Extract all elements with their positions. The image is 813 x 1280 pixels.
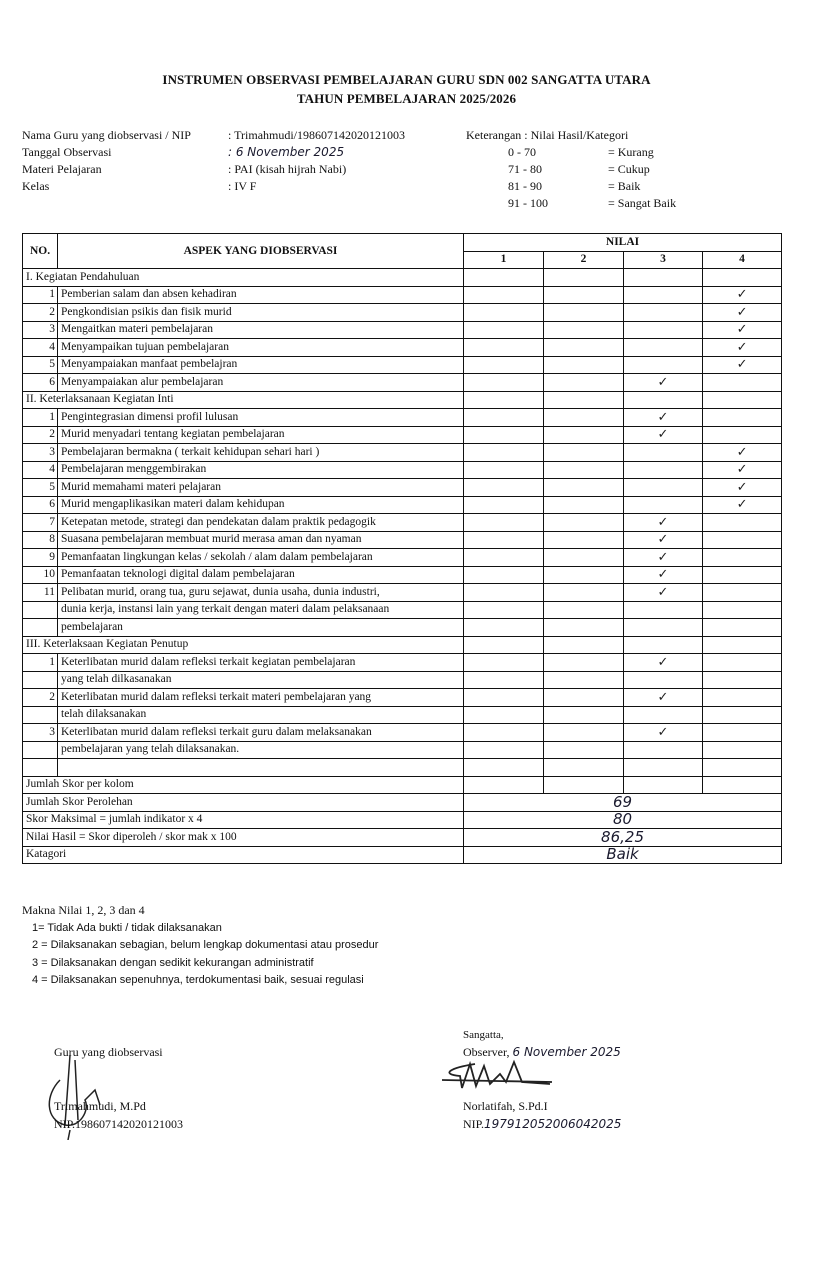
score-cell-3: [624, 304, 703, 322]
score-cell-2: [544, 566, 624, 584]
item-number: 1: [23, 654, 58, 672]
info-label-materi: Materi Pelajaran: [22, 162, 102, 176]
section-row: [23, 269, 782, 287]
score-cell-3: [624, 654, 703, 672]
document-title: INSTRUMEN OBSERVASI PEMBELAJARAN GURU SDN 002 SANGATTA UTARA: [162, 72, 651, 87]
check-mark-icon: ✓: [657, 549, 669, 565]
score-cell-4: [703, 339, 782, 357]
item-text: Pelibatan murid, orang tua, guru sejawat, dunia usaha, dunia industri,: [58, 584, 464, 602]
score-cell-3: [624, 374, 703, 392]
info-value-guru: : Trimahmudi/198607142020121003: [228, 128, 406, 142]
score-cell-4: [703, 654, 782, 672]
score-cell-1: [464, 584, 544, 602]
info-values: [228, 127, 405, 195]
table-row: [23, 724, 782, 742]
range-value: 71 - 80: [508, 162, 542, 176]
observer-label: Observer,: [463, 1045, 510, 1059]
item-number: [23, 619, 58, 637]
score-cell-2: [544, 479, 624, 497]
section-row: [23, 391, 782, 409]
item-number: 6: [23, 374, 58, 392]
observer-signature: [440, 1058, 560, 1092]
score-cell-1: [464, 391, 544, 409]
table-row: [23, 321, 782, 339]
item-text: Menyampaiakan alur pembelajaran: [58, 374, 464, 392]
score-cell-4: [703, 269, 782, 287]
score-cell-1: [464, 374, 544, 392]
score-cell-3: [624, 409, 703, 427]
score-cell-1: [464, 356, 544, 374]
observer-nip: 197912052006042025: [484, 1117, 622, 1131]
nip-prefix: NIP.: [463, 1117, 485, 1131]
range-category: = Cukup: [608, 162, 650, 176]
check-mark-icon: ✓: [736, 322, 748, 338]
score-cell-1: [464, 776, 544, 794]
check-mark-icon: ✓: [657, 427, 669, 443]
check-mark-icon: ✓: [657, 654, 669, 670]
table-row: [23, 671, 782, 689]
check-mark-icon: ✓: [736, 357, 748, 373]
score-cell-1: [464, 759, 544, 777]
header-score-2: 2: [544, 251, 624, 269]
score-cell-4: [703, 444, 782, 462]
item-number: [23, 601, 58, 619]
legend-item: 1= Tidak Ada bukti / tidak dilaksanakan: [32, 921, 222, 934]
table-header-row: [23, 234, 782, 252]
score-cell-4: [703, 479, 782, 497]
score-cell-3: [624, 321, 703, 339]
item-text: Suasana pembelajaran membuat murid merasa aman dan nyaman: [58, 531, 464, 549]
score-cell-3: [624, 601, 703, 619]
check-mark-icon: ✓: [657, 567, 669, 583]
summary-row: [23, 846, 782, 864]
score-cell-4: [703, 496, 782, 514]
score-cell-1: [464, 601, 544, 619]
score-cell-3: [624, 269, 703, 287]
summary-row: [23, 811, 782, 829]
check-mark-icon: ✓: [657, 689, 669, 705]
info-label-tanggal: Tanggal Observasi: [22, 145, 112, 159]
score-cell-3: [624, 741, 703, 759]
observer-date: 6 November 2025: [512, 1045, 621, 1059]
score-cell-1: [464, 671, 544, 689]
score-cell-1: [464, 514, 544, 532]
table-row: [23, 339, 782, 357]
score-cell-1: [464, 566, 544, 584]
score-cell-3: [624, 461, 703, 479]
score-legend: [22, 902, 378, 990]
summary-value: 69: [464, 794, 782, 812]
item-number: 4: [23, 339, 58, 357]
right-signature-name: Norlatifah, S.Pd.I: [463, 1099, 548, 1113]
score-cell-2: [544, 444, 624, 462]
score-cell-2: [544, 426, 624, 444]
item-number: 5: [23, 479, 58, 497]
item-text: Pemanfaatan teknologi digital dalam pembelajaran: [58, 566, 464, 584]
table-row: [23, 444, 782, 462]
table-row: [23, 741, 782, 759]
summary-value: 86,25: [464, 829, 782, 847]
header-aspek: ASPEK YANG DIOBSERVASI: [58, 234, 464, 269]
item-number: 1: [23, 286, 58, 304]
score-cell-3: [624, 496, 703, 514]
score-cell-1: [464, 269, 544, 287]
score-cell-3: [624, 479, 703, 497]
header-no: NO.: [23, 234, 58, 269]
score-cell-4: [703, 286, 782, 304]
check-mark-icon: ✓: [736, 304, 748, 320]
score-cell-2: [544, 496, 624, 514]
summary-row: [23, 829, 782, 847]
score-cell-2: [544, 654, 624, 672]
left-signature-name: Trimahmudi, M.Pd: [54, 1099, 146, 1113]
info-label-guru: Nama Guru yang diobservasi / NIP: [22, 128, 191, 142]
score-cell-3: [624, 759, 703, 777]
score-cell-3: [624, 671, 703, 689]
item-text: Keterlibatan murid dalam refleksi terkait materi pembelajaran yang: [58, 689, 464, 707]
range-value: 91 - 100: [508, 196, 548, 210]
item-number: 1: [23, 409, 58, 427]
summary-label: Katagori: [23, 846, 464, 864]
legend-item: 4 = Dilaksanakan sepenuhnya, terdokumentasi baik, sesuai regulasi: [32, 974, 364, 986]
check-mark-icon: ✓: [657, 532, 669, 548]
score-cell-4: [703, 741, 782, 759]
score-cell-3: [624, 444, 703, 462]
item-number: 3: [23, 444, 58, 462]
summary-label: Jumlah Skor Perolehan: [23, 794, 464, 812]
item-number: 5: [23, 356, 58, 374]
score-cell-3: [624, 514, 703, 532]
section-title: I. Kegiatan Pendahuluan: [23, 269, 464, 287]
item-number: [23, 759, 58, 777]
table-row: [23, 286, 782, 304]
item-text: pembelajaran yang telah dilaksanakan.: [58, 741, 464, 759]
keterangan-row: [466, 144, 676, 161]
range-category: = Sangat Baik: [608, 196, 677, 210]
table-row: [23, 619, 782, 637]
score-cell-2: [544, 584, 624, 602]
table-row: [23, 759, 782, 777]
item-number: 9: [23, 549, 58, 567]
item-text: yang telah dilkasanakan: [58, 671, 464, 689]
table-row: [23, 584, 782, 602]
keterangan: [466, 127, 676, 212]
score-cell-1: [464, 549, 544, 567]
item-number: 7: [23, 514, 58, 532]
score-cell-3: [624, 584, 703, 602]
item-text: Pemberian salam dan absen kehadiran: [58, 286, 464, 304]
score-cell-2: [544, 671, 624, 689]
keterangan-title: Keterangan : Nilai Hasil/Kategori: [466, 128, 629, 142]
table-row: [23, 706, 782, 724]
right-signature-place: Sangatta,: [463, 1029, 504, 1041]
score-cell-1: [464, 479, 544, 497]
observation-table: [22, 233, 782, 864]
item-text: Pengkondisian psikis dan fisik murid: [58, 304, 464, 322]
item-text: Pembelajaran menggembirakan: [58, 461, 464, 479]
score-cell-2: [544, 706, 624, 724]
score-cell-2: [544, 356, 624, 374]
check-mark-icon: ✓: [657, 409, 669, 425]
score-cell-1: [464, 741, 544, 759]
score-cell-1: [464, 496, 544, 514]
score-cell-4: [703, 636, 782, 654]
check-mark-icon: ✓: [736, 479, 748, 495]
item-number: 11: [23, 584, 58, 602]
score-cell-4: [703, 461, 782, 479]
score-cell-2: [544, 549, 624, 567]
item-text: pembelajaran: [58, 619, 464, 637]
item-text: Murid memahami materi pelajaran: [58, 479, 464, 497]
score-cell-3: [624, 356, 703, 374]
item-number: 3: [23, 724, 58, 742]
score-cell-4: [703, 601, 782, 619]
score-cell-4: [703, 566, 782, 584]
keterangan-row: [466, 195, 676, 212]
item-text: telah dilaksanakan: [58, 706, 464, 724]
score-cell-1: [464, 531, 544, 549]
legend-item: 2 = Dilaksanakan sebagian, belum lengkap dokumentasi atau prosedur: [32, 939, 379, 951]
score-cell-2: [544, 269, 624, 287]
score-cell-4: [703, 776, 782, 794]
score-cell-1: [464, 619, 544, 637]
table-row: [23, 409, 782, 427]
score-cell-4: [703, 304, 782, 322]
score-cell-3: [624, 724, 703, 742]
check-mark-icon: ✓: [736, 497, 748, 513]
score-cell-4: [703, 671, 782, 689]
score-cell-1: [464, 689, 544, 707]
info-value-kelas: : IV F: [228, 179, 257, 193]
score-cell-1: [464, 461, 544, 479]
item-number: 4: [23, 461, 58, 479]
score-cell-4: [703, 356, 782, 374]
section-row: [23, 636, 782, 654]
range-value: 81 - 90: [508, 179, 542, 193]
score-cell-3: [624, 549, 703, 567]
score-cell-3: [624, 636, 703, 654]
score-cell-3: [624, 689, 703, 707]
item-number: 8: [23, 531, 58, 549]
score-cell-3: [624, 339, 703, 357]
score-cell-1: [464, 706, 544, 724]
score-cell-2: [544, 741, 624, 759]
keterangan-row: [466, 161, 676, 178]
score-cell-2: [544, 636, 624, 654]
right-signature-nip: [463, 1116, 621, 1133]
item-number: 10: [23, 566, 58, 584]
score-cell-1: [464, 724, 544, 742]
table-row: [23, 601, 782, 619]
header-score-1: 1: [464, 251, 544, 269]
score-cell-4: [703, 374, 782, 392]
score-cell-2: [544, 286, 624, 304]
score-cell-4: [703, 724, 782, 742]
item-text: Keterlibatan murid dalam refleksi terkait kegiatan pembelajaran: [58, 654, 464, 672]
score-cell-1: [464, 444, 544, 462]
score-cell-2: [544, 339, 624, 357]
range-value: 0 - 70: [508, 145, 536, 159]
score-cell-2: [544, 321, 624, 339]
summary-label: Nilai Hasil = Skor diperoleh / skor mak x 100: [23, 829, 464, 847]
score-cell-2: [544, 759, 624, 777]
score-cell-4: [703, 409, 782, 427]
item-number: 2: [23, 304, 58, 322]
score-cell-4: [703, 759, 782, 777]
table-row: [23, 549, 782, 567]
item-text: Menyampaikan tujuan pembelajaran: [58, 339, 464, 357]
score-cell-4: [703, 514, 782, 532]
score-cell-4: [703, 391, 782, 409]
header-score-3: 3: [624, 251, 703, 269]
item-text: Mengaitkan materi pembelajaran: [58, 321, 464, 339]
score-cell-2: [544, 391, 624, 409]
header-score-4: 4: [703, 251, 782, 269]
score-cell-2: [544, 531, 624, 549]
legend-title: Makna Nilai 1, 2, 3 dan 4: [22, 903, 145, 917]
score-cell-1: [464, 286, 544, 304]
score-cell-4: [703, 321, 782, 339]
summary-value: Baik: [464, 846, 782, 864]
item-number: [23, 706, 58, 724]
score-cell-1: [464, 636, 544, 654]
score-cell-4: [703, 689, 782, 707]
score-cell-3: [624, 566, 703, 584]
item-text: Murid mengaplikasikan materi dalam kehidupan: [58, 496, 464, 514]
table-row: [23, 689, 782, 707]
score-cell-4: [703, 584, 782, 602]
info-labels: [22, 127, 191, 195]
header-nilai: NILAI: [464, 234, 782, 252]
check-mark-icon: ✓: [657, 374, 669, 390]
left-signature-role: Guru yang diobservasi: [54, 1045, 163, 1059]
score-cell-3: [624, 706, 703, 724]
item-number: 3: [23, 321, 58, 339]
item-number: 2: [23, 689, 58, 707]
item-number: 6: [23, 496, 58, 514]
score-cell-4: [703, 426, 782, 444]
info-value-tanggal: : 6 November 2025: [228, 145, 345, 159]
score-cell-2: [544, 409, 624, 427]
summary-label: Skor Maksimal = jumlah indikator x 4: [23, 811, 464, 829]
left-signature-nip: NIP.198607142020121003: [54, 1117, 184, 1131]
item-number: 2: [23, 426, 58, 444]
score-cell-3: [624, 426, 703, 444]
document-subtitle: TAHUN PEMBELAJARAN 2025/2026: [296, 91, 517, 106]
score-cell-2: [544, 601, 624, 619]
score-cell-1: [464, 321, 544, 339]
score-cell-1: [464, 426, 544, 444]
item-text: Keterlibatan murid dalam refleksi terkait guru dalam melaksanakan: [58, 724, 464, 742]
score-cell-2: [544, 619, 624, 637]
score-cell-3: [624, 776, 703, 794]
check-mark-icon: ✓: [736, 339, 748, 355]
score-cell-2: [544, 689, 624, 707]
score-cell-2: [544, 374, 624, 392]
summary-value: 80: [464, 811, 782, 829]
table-row: [23, 356, 782, 374]
score-cell-3: [624, 619, 703, 637]
item-text: dunia kerja, instansi lain yang terkait dengan materi dalam pelaksanaan: [58, 601, 464, 619]
summary-row: [23, 794, 782, 812]
summary-label: Jumlah Skor per kolom: [23, 776, 464, 794]
check-mark-icon: ✓: [657, 514, 669, 530]
score-cell-4: [703, 706, 782, 724]
info-label-kelas: Kelas: [22, 179, 50, 193]
section-title: III. Keterlaksaan Kegiatan Penutup: [23, 636, 464, 654]
table-row: [23, 566, 782, 584]
item-text: Pemanfaatan lingkungan kelas / sekolah / alam dalam pembelajaran: [58, 549, 464, 567]
item-number: [23, 671, 58, 689]
score-cell-2: [544, 776, 624, 794]
summary-row: [23, 776, 782, 794]
legend-item: 3 = Dilaksanakan dengan sedikit kekurangan administratif: [32, 956, 314, 969]
check-mark-icon: ✓: [657, 584, 669, 600]
table-row: [23, 654, 782, 672]
check-mark-icon: ✓: [736, 444, 748, 460]
score-cell-2: [544, 514, 624, 532]
item-text: Ketepatan metode, strategi dan pendekatan dalam praktik pedagogik: [58, 514, 464, 532]
score-cell-1: [464, 339, 544, 357]
item-number: [23, 741, 58, 759]
item-text: Pembelajaran bermakna ( terkait kehidupan sehari hari ): [58, 444, 464, 462]
score-cell-2: [544, 304, 624, 322]
score-cell-2: [544, 724, 624, 742]
check-mark-icon: ✓: [736, 462, 748, 478]
info-value-materi: : PAI (kisah hijrah Nabi): [228, 162, 347, 176]
section-title: II. Keterlaksanaan Kegiatan Inti: [23, 391, 464, 409]
table-row: [23, 479, 782, 497]
score-cell-2: [544, 461, 624, 479]
score-cell-4: [703, 531, 782, 549]
table-row: [23, 496, 782, 514]
score-cell-1: [464, 654, 544, 672]
score-cell-4: [703, 619, 782, 637]
item-text: Pengintegrasian dimensi profil lulusan: [58, 409, 464, 427]
check-mark-icon: ✓: [736, 287, 748, 303]
check-mark-icon: ✓: [657, 724, 669, 740]
table-row: [23, 374, 782, 392]
score-cell-3: [624, 391, 703, 409]
table-row: [23, 304, 782, 322]
score-cell-3: [624, 531, 703, 549]
table-row: [23, 531, 782, 549]
score-cell-3: [624, 286, 703, 304]
keterangan-row: [466, 178, 676, 195]
item-text: Menyampaiakan manfaat pembelajran: [58, 356, 464, 374]
score-cell-4: [703, 549, 782, 567]
score-cell-1: [464, 304, 544, 322]
table-row: [23, 514, 782, 532]
table-row: [23, 426, 782, 444]
table-row: [23, 461, 782, 479]
range-category: = Baik: [608, 179, 641, 193]
range-category: = Kurang: [608, 145, 654, 159]
score-cell-1: [464, 409, 544, 427]
item-text: [58, 759, 464, 777]
item-text: Murid menyadari tentang kegiatan pembelajaran: [58, 426, 464, 444]
